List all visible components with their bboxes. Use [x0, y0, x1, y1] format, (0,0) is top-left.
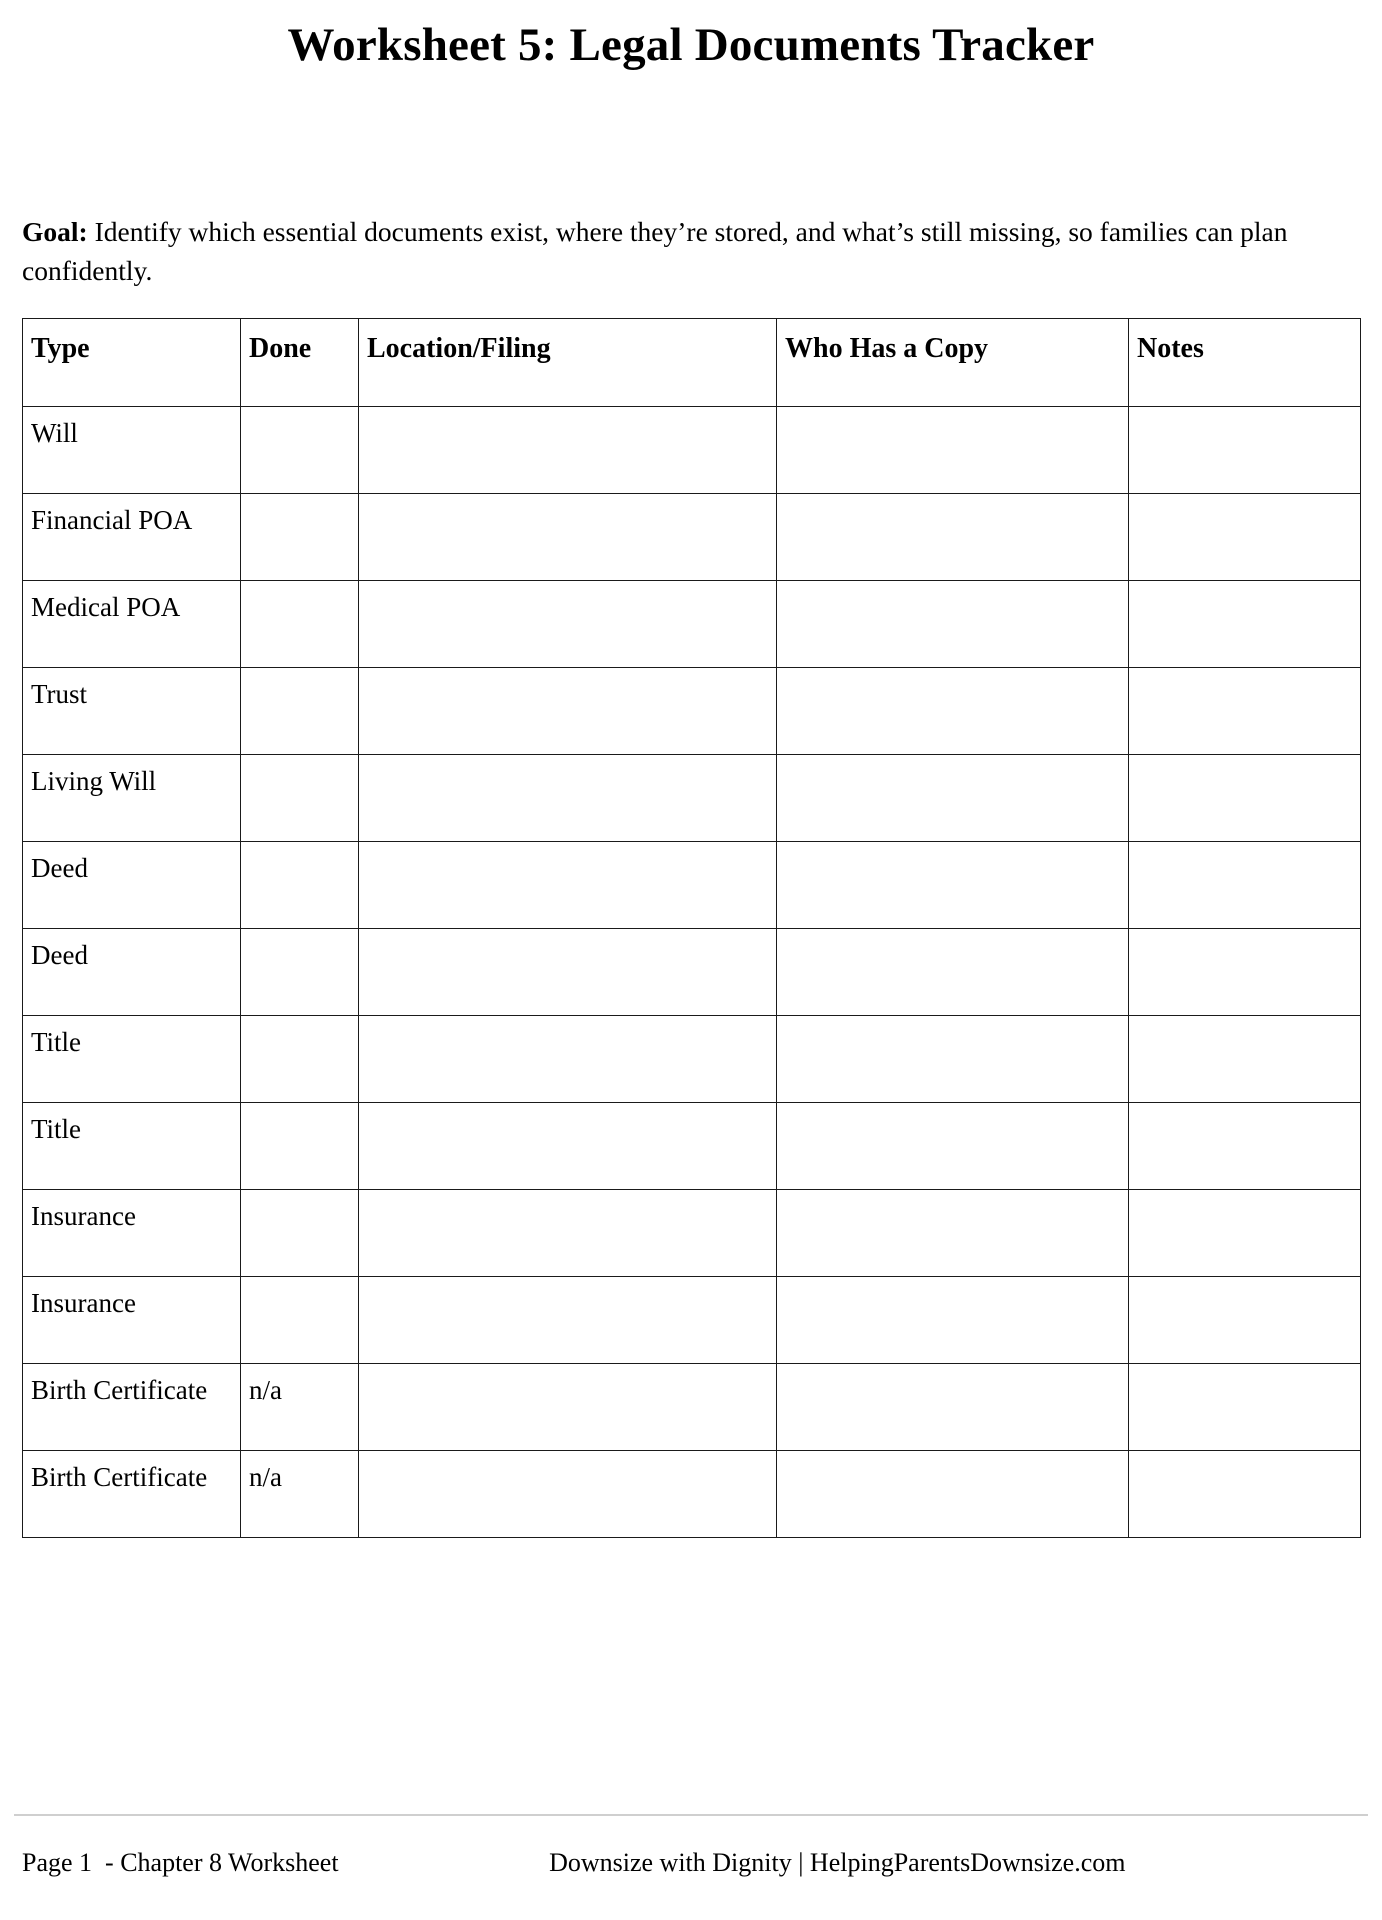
cell-done[interactable]	[241, 754, 359, 841]
cell-done[interactable]	[241, 667, 359, 754]
cell-location[interactable]	[359, 1450, 777, 1537]
cell-notes[interactable]	[1129, 406, 1361, 493]
cell-notes[interactable]	[1129, 580, 1361, 667]
cell-done[interactable]	[241, 406, 359, 493]
cell-type: Title	[23, 1102, 241, 1189]
cell-location[interactable]	[359, 928, 777, 1015]
table-row	[23, 1015, 1361, 1102]
goal-paragraph	[22, 212, 1360, 290]
cell-who-has-copy[interactable]	[777, 754, 1129, 841]
cell-notes[interactable]	[1129, 1276, 1361, 1363]
cell-location[interactable]	[359, 841, 777, 928]
footer-divider	[14, 1814, 1368, 1816]
table-row	[23, 1189, 1361, 1276]
cell-location[interactable]	[359, 1276, 777, 1363]
table-row	[23, 1276, 1361, 1363]
cell-type: Deed	[23, 928, 241, 1015]
cell-who-has-copy[interactable]	[777, 1276, 1129, 1363]
footer-center-text: Downsize with Dignity | HelpingParentsDownsize.com	[549, 1848, 1126, 1877]
cell-location[interactable]	[359, 580, 777, 667]
column-header-done: Done	[241, 318, 359, 406]
cell-type: Birth Certificate	[23, 1363, 241, 1450]
cell-who-has-copy[interactable]	[777, 493, 1129, 580]
column-header-who-has-copy: Who Has a Copy	[777, 318, 1129, 406]
cell-notes[interactable]	[1129, 1102, 1361, 1189]
table-row	[23, 754, 1361, 841]
footer-left-text: Page 1 - Chapter 8 Worksheet	[22, 1848, 339, 1877]
cell-who-has-copy[interactable]	[777, 1015, 1129, 1102]
cell-done[interactable]: n/a	[241, 1363, 359, 1450]
cell-who-has-copy[interactable]	[777, 841, 1129, 928]
table-row	[23, 406, 1361, 493]
page-title: Worksheet 5: Legal Documents Tracker	[287, 19, 1095, 71]
cell-done[interactable]	[241, 493, 359, 580]
cell-done[interactable]	[241, 1102, 359, 1189]
table-row	[23, 1450, 1361, 1537]
cell-notes[interactable]	[1129, 928, 1361, 1015]
cell-location[interactable]	[359, 1189, 777, 1276]
cell-notes[interactable]	[1129, 493, 1361, 580]
cell-location[interactable]	[359, 754, 777, 841]
cell-type: Title	[23, 1015, 241, 1102]
cell-who-has-copy[interactable]	[777, 1363, 1129, 1450]
cell-notes[interactable]	[1129, 1189, 1361, 1276]
column-header-notes: Notes	[1129, 318, 1361, 406]
legal-documents-table	[22, 318, 1361, 1538]
column-header-location: Location/Filing	[359, 318, 777, 406]
cell-done[interactable]	[241, 841, 359, 928]
table-row	[23, 928, 1361, 1015]
table-row	[23, 841, 1361, 928]
goal-label: Goal:	[22, 216, 88, 247]
table-row	[23, 1102, 1361, 1189]
cell-location[interactable]	[359, 667, 777, 754]
cell-type: Birth Certificate	[23, 1450, 241, 1537]
cell-notes[interactable]	[1129, 1015, 1361, 1102]
cell-who-has-copy[interactable]	[777, 1102, 1129, 1189]
cell-type: Financial POA	[23, 493, 241, 580]
cell-type: Will	[23, 406, 241, 493]
cell-location[interactable]	[359, 493, 777, 580]
goal-text: Identify which essential documents exist, where they’re stored, and what’s still missing, so families can plan confidently.	[22, 216, 1288, 287]
cell-notes[interactable]	[1129, 1363, 1361, 1450]
cell-who-has-copy[interactable]	[777, 667, 1129, 754]
cell-who-has-copy[interactable]	[777, 406, 1129, 493]
cell-type: Insurance	[23, 1276, 241, 1363]
cell-done[interactable]	[241, 580, 359, 667]
page-footer	[22, 1848, 1360, 1878]
cell-location[interactable]	[359, 1102, 777, 1189]
cell-who-has-copy[interactable]	[777, 1189, 1129, 1276]
cell-done[interactable]	[241, 1276, 359, 1363]
cell-notes[interactable]	[1129, 841, 1361, 928]
cell-location[interactable]	[359, 1363, 777, 1450]
cell-done[interactable]: n/a	[241, 1450, 359, 1537]
table-header-row	[23, 318, 1361, 406]
cell-done[interactable]	[241, 928, 359, 1015]
cell-notes[interactable]	[1129, 1450, 1361, 1537]
cell-who-has-copy[interactable]	[777, 1450, 1129, 1537]
cell-type: Living Will	[23, 754, 241, 841]
cell-notes[interactable]	[1129, 667, 1361, 754]
cell-type: Medical POA	[23, 580, 241, 667]
column-header-type: Type	[23, 318, 241, 406]
cell-who-has-copy[interactable]	[777, 928, 1129, 1015]
cell-type: Insurance	[23, 1189, 241, 1276]
table-body	[23, 406, 1361, 1537]
table-row	[23, 493, 1361, 580]
cell-location[interactable]	[359, 1015, 777, 1102]
cell-location[interactable]	[359, 406, 777, 493]
table-row	[23, 580, 1361, 667]
cell-type: Trust	[23, 667, 241, 754]
cell-notes[interactable]	[1129, 754, 1361, 841]
cell-done[interactable]	[241, 1015, 359, 1102]
cell-type: Deed	[23, 841, 241, 928]
cell-who-has-copy[interactable]	[777, 580, 1129, 667]
cell-done[interactable]	[241, 1189, 359, 1276]
table-row	[23, 667, 1361, 754]
table-row	[23, 1363, 1361, 1450]
